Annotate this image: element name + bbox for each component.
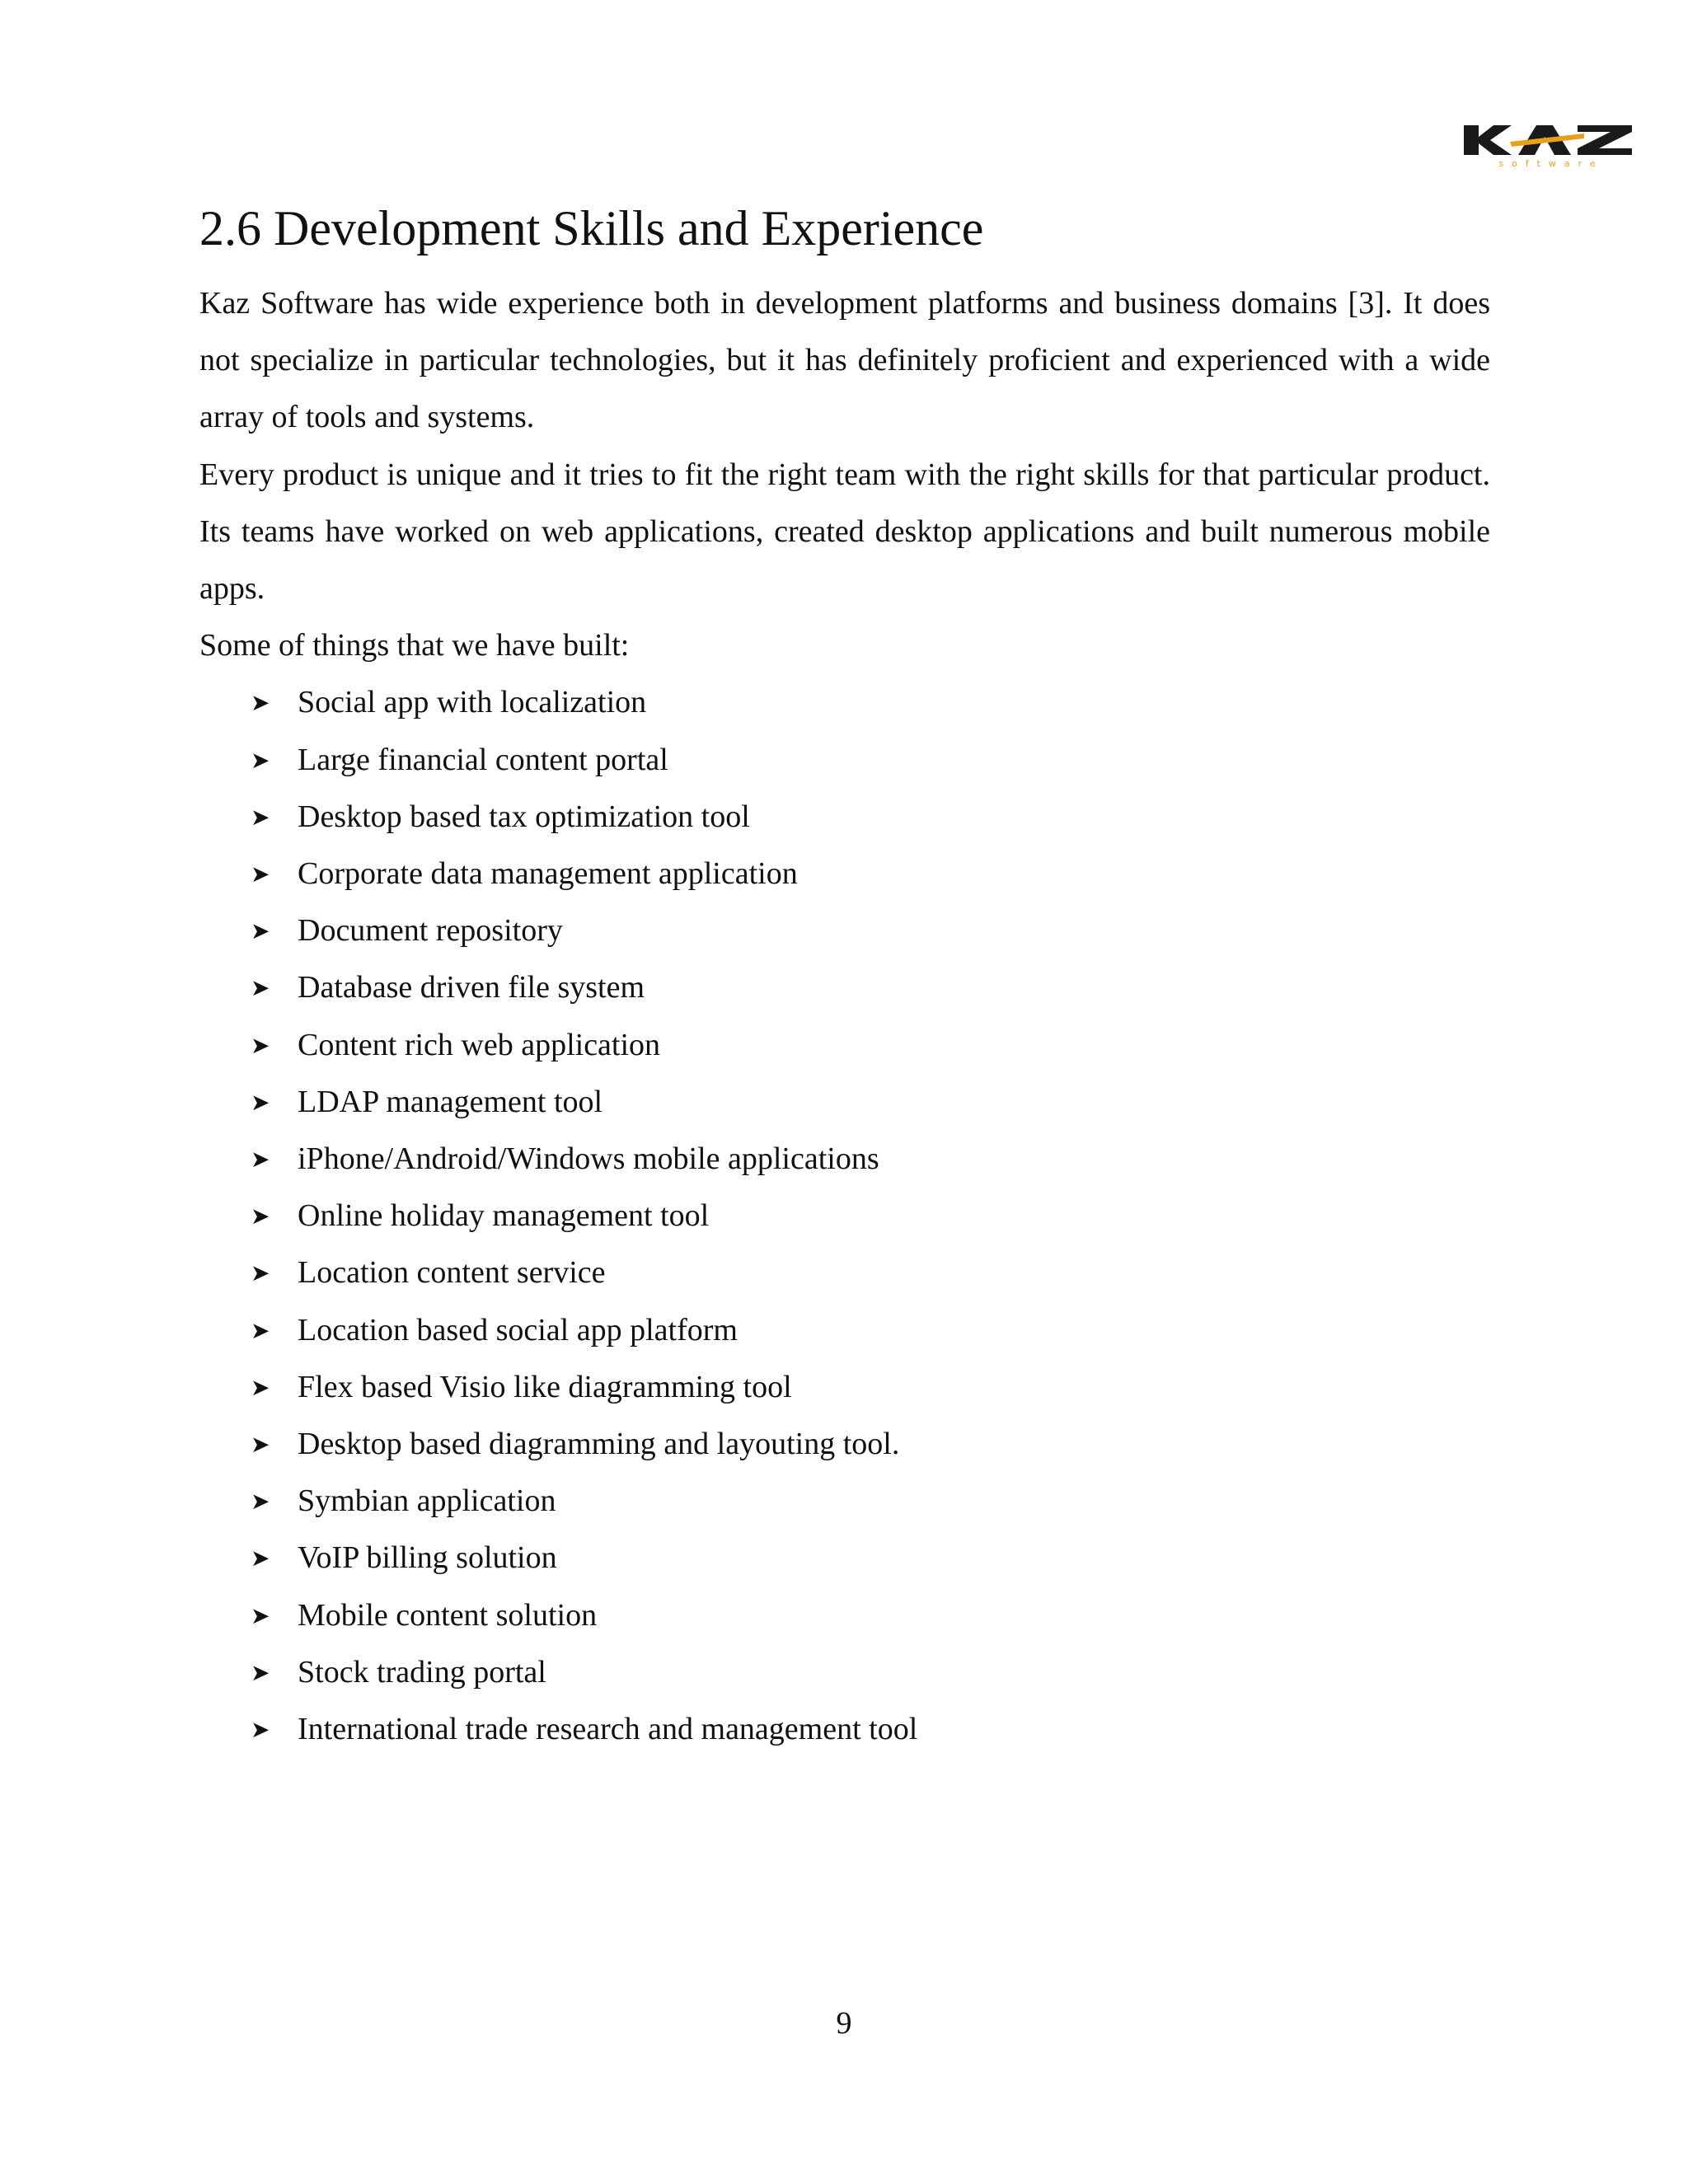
logo-subtext: software [1498,158,1604,168]
kaz-logo-icon [1461,122,1642,168]
arrowhead-bullet-icon: ➤ [251,1544,270,1572]
built-things-list [199,674,1490,1758]
kaz-software-logo [1461,122,1642,168]
list-item-text: Online holiday management tool [298,1198,710,1234]
list-item [199,1131,1490,1188]
list-item-text: Symbian application [298,1483,556,1519]
list-item-text: Stock trading portal [298,1654,546,1690]
list-item [199,1244,1490,1301]
arrowhead-bullet-icon: ➤ [251,1431,270,1459]
list-item-text: International trade research and management tool [298,1712,918,1747]
arrowhead-bullet-icon: ➤ [251,1716,270,1744]
list-item-text: Desktop based diagramming and layouting tool. [298,1427,900,1462]
list-item [199,789,1490,846]
arrowhead-bullet-icon: ➤ [251,1658,270,1686]
list-item-text: Location content service [298,1255,606,1291]
arrowhead-bullet-icon: ➤ [251,1316,270,1344]
list-item [199,1416,1490,1473]
arrowhead-bullet-icon: ➤ [251,1601,270,1629]
arrowhead-bullet-icon: ➤ [251,860,270,888]
list-item-text: Database driven file system [298,970,645,1005]
list-item [199,1017,1490,1074]
list-item [199,1587,1490,1644]
list-item [199,1302,1490,1359]
page-number: 9 [836,2006,852,2041]
section-heading: 2.6 Development Skills and Experience [199,201,984,255]
list-item [199,902,1490,959]
list-item-text: Social app with localization [298,685,647,720]
list-item-text: Desktop based tax optimization tool [298,799,750,834]
arrowhead-bullet-icon: ➤ [251,1202,270,1230]
list-item-text: Location based social app platform [298,1312,738,1347]
list-item [199,846,1490,902]
list-item-text: Content rich web application [298,1027,661,1062]
arrowhead-bullet-icon: ➤ [251,1088,270,1116]
list-intro: Some of things that we have built: [199,628,630,663]
list-item [199,1644,1490,1701]
list-item [199,732,1490,789]
arrowhead-bullet-icon: ➤ [251,1488,270,1516]
arrowhead-bullet-icon: ➤ [251,974,270,1002]
arrowhead-bullet-icon: ➤ [251,803,270,831]
list-item [199,1359,1490,1416]
arrowhead-bullet-icon: ➤ [251,746,270,774]
list-item-text: Flex based Visio like diagramming tool [298,1369,792,1404]
list-item [199,1530,1490,1586]
arrowhead-bullet-icon: ➤ [251,1259,270,1287]
product-paragraph: Every product is unique and it tries to fit the right team with the right skills for that particular product. Its teams have worked on web applications, created desktop applications and built numerous mobile apps. [199,457,1490,607]
list-item-text: Large financial content portal [298,742,668,777]
list-item [199,1188,1490,1244]
list-item [199,1701,1490,1758]
list-item [199,674,1490,731]
list-item-text: Corporate data management application [298,856,798,892]
arrowhead-bullet-icon: ➤ [251,917,270,945]
section-body [199,275,1490,1758]
arrowhead-bullet-icon: ➤ [251,689,270,717]
arrowhead-bullet-icon: ➤ [251,1031,270,1059]
list-item-text: iPhone/Android/Windows mobile applications [298,1141,879,1177]
intro-paragraph: Kaz Software has wide experience both in development platforms and business domains [3]. It does not specialize in particular technologies, but it has definitely proficient and experienced with a wide array of tools and systems. [199,286,1490,435]
arrowhead-bullet-icon: ➤ [251,1146,270,1174]
list-item-text: Document repository [298,913,563,949]
list-item [199,1473,1490,1530]
list-item-text: Mobile content solution [298,1597,598,1633]
list-item [199,1074,1490,1131]
arrowhead-bullet-icon: ➤ [251,1373,270,1401]
list-item [199,959,1490,1016]
list-item-text: LDAP management tool [298,1084,603,1119]
list-item-text: VoIP billing solution [298,1540,557,1576]
